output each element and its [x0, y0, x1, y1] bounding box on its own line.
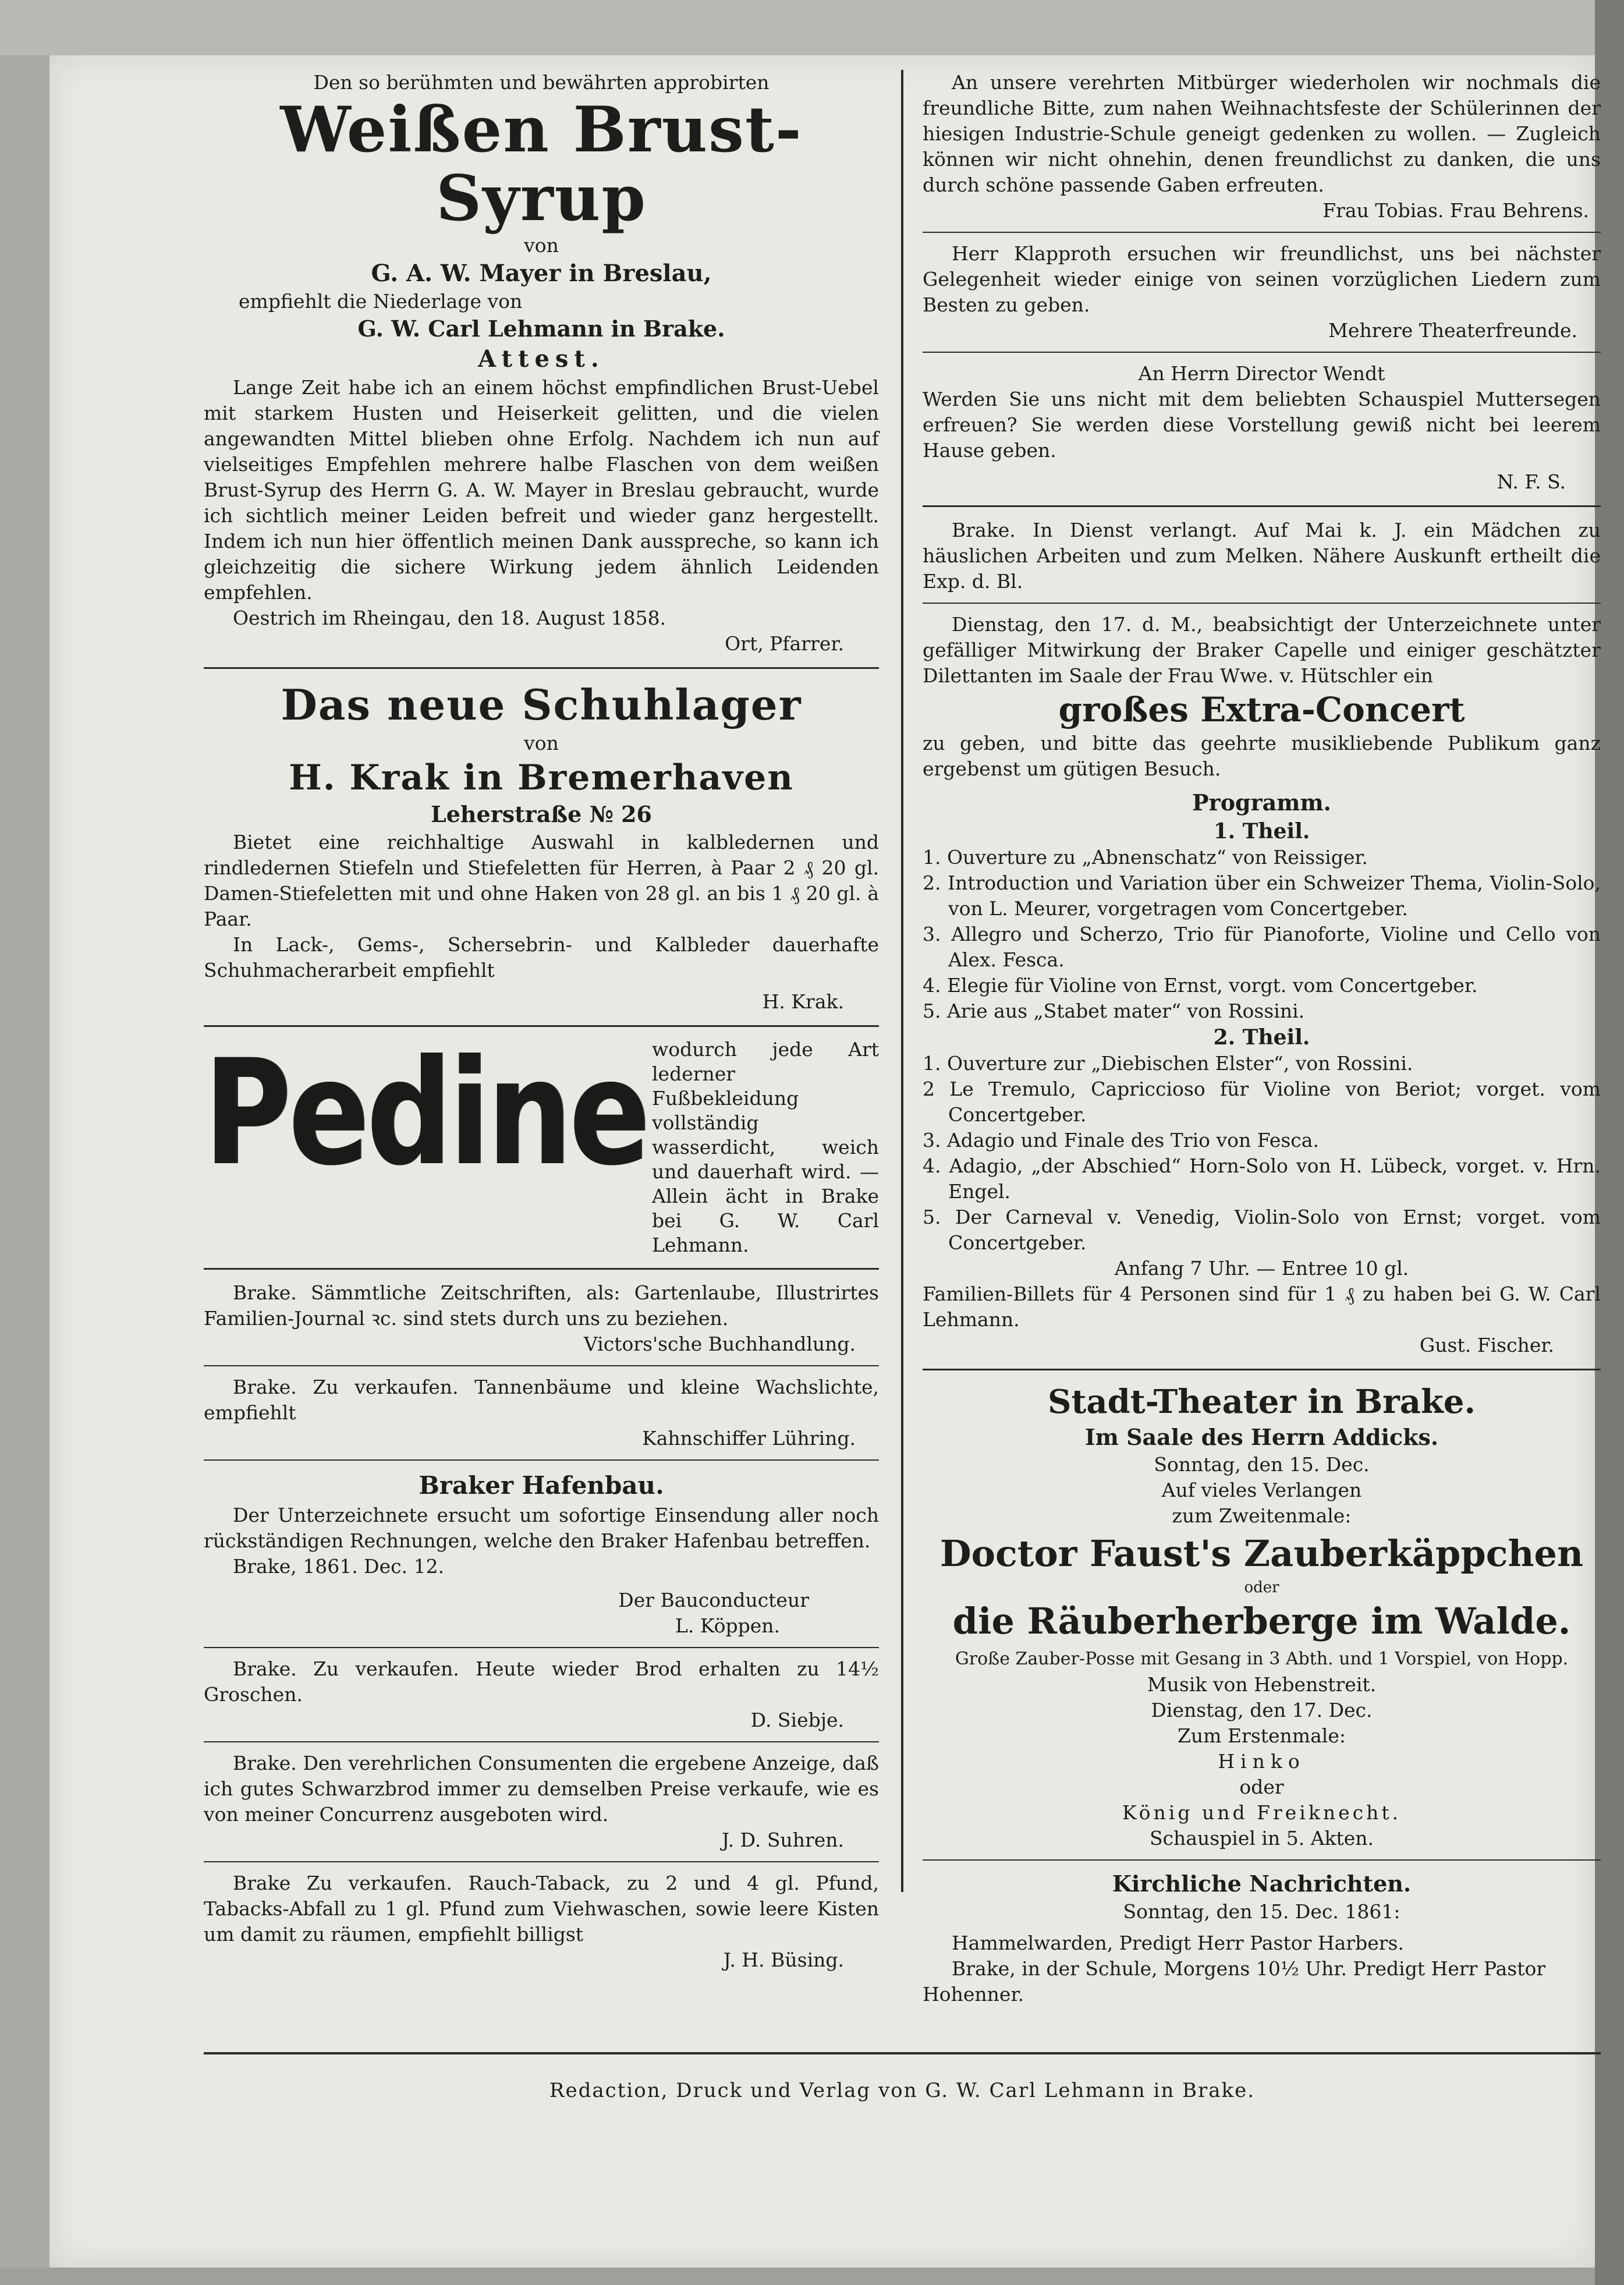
shoes-street: Leherstraße № 26 [431, 801, 652, 827]
notice-klapproth [923, 241, 1601, 343]
theater-oder2: oder [1239, 1776, 1284, 1798]
concert-programme-item: 3. Allegro und Scherzo, Trio für Pianoforte, Violine und Cello von Alex. Fesca. [923, 923, 1601, 971]
pedine-wordmark: Pedine [204, 1028, 647, 1198]
ad-extra-concert [923, 612, 1601, 1358]
attest-place-date: Oestrich im Rheingau, den 18. August 1858. [233, 607, 666, 629]
concert-programme-item: 5. Der Carneval v. Venedig, Violin-Solo von Ernst; vorget. vom Concertgeber. [923, 1206, 1601, 1254]
harbour-title: Braker Hafenbau. [419, 1471, 664, 1500]
right-column [923, 70, 1601, 2007]
ad-brust-syrup [204, 70, 879, 657]
separator [204, 1861, 879, 1862]
blackbread-text: Brake. Den verehrlichen Consumenten die ergebene Anzeige, daß ich gutes Schwarzbrod immer zu demselben Preise verkaufe, wie es von meiner Concurrenz ausgeboten wird. [204, 1752, 879, 1826]
concert-start: Anfang 7 Uhr. — Entree 10 gl. [1114, 1257, 1409, 1280]
bread-signature: D. Siebje. [750, 1709, 844, 1731]
concert-items-part2 [923, 1051, 1601, 1256]
concert-intro: Dienstag, den 17. d. M., beabsichtigt der Unterzeichnete unter gefälliger Mitwirkung der Braker Capelle und einiger geschätzter Dilettanten im Saale der Frau Wwe. v. Hütschler ein [923, 613, 1601, 687]
theater-music: Musik von Hebenstreit. [1147, 1673, 1377, 1696]
klapproth-text: Herr Klapproth ersuchen wir freundlichst, uns bei nächster Gelegenheit wieder einige von seinen vorzüglichen Liedern zum Besten zu geben. [923, 242, 1601, 316]
concert-programme-item: 4. Elegie für Violine von Ernst, vorgt. vom Concertgeber. [923, 974, 1478, 997]
church-line1: Hammelwarden, Predigt Herr Pastor Harbers. [952, 1932, 1404, 1954]
trees-signature: Kahnschiffer Lühring. [642, 1427, 856, 1450]
separator [204, 1268, 879, 1270]
shoes-text1: Bietet eine reichhaltige Auswahl in kalbledernen und rindledernen Stiefeln und Stiefeletten für Herren, à Paar 2 ₰ 20 gl. Damen-Stiefeletten mit und ohne Haken von 28 gl. an bis 1 ₰ 20 gl. à Paar. [204, 831, 879, 930]
syrup-intro: Den so berühmten und bewährten approbirten [313, 71, 770, 94]
ad-tannenbaeume [204, 1374, 879, 1451]
left-column [204, 70, 879, 1973]
syrup-title: Weißen Brust-Syrup [280, 93, 803, 235]
separator [204, 1025, 879, 1027]
syrup-von: von [524, 234, 559, 257]
concert-title: großes Extra-Concert [1058, 690, 1465, 729]
church-line2: Brake, in der Schule, Morgens 10½ Uhr. Predigt Herr Pastor Hohenner. [923, 1957, 1546, 2006]
attest-text: Lange Zeit habe ich an einem höchst empfindlichen Brust-Uebel mit starkem Husten und Heiserkeit gelitten, und die vielen angewandten Mittel blieben ohne Erfolg. Nachdem ich nun auf vielseitiges Empfehlen mehrere halbe Flaschen von dem weißen Brust-Syrup des Herrn G. A. W. Mayer in Breslau gebraucht, wurde ich sichtlich meiner Leiden befreit und wieder ganz hergestellt. Indem ich nun hier öffentlich meinen Dank ausspreche, so kann ich gleichzeitig die sichere Wirkung jedem ähnlich Leidenden empfehlen. [204, 376, 879, 604]
shoes-von: von [524, 732, 559, 754]
syrup-maker: G. A. W. Mayer in Breslau, [371, 260, 712, 287]
syrup-depot-name: G. W. Carl Lehmann in Brake. [357, 316, 725, 342]
concert-programme-item: 1. Ouverture zu „Abnenschatz“ von Reissiger. [923, 846, 1368, 869]
concert-programme-item: 3. Adagio und Finale des Trio von Fesca. [923, 1129, 1319, 1152]
notice-kirchliche-nachrichten [923, 1869, 1601, 2007]
separator [923, 603, 1601, 604]
ad-dienst [923, 518, 1601, 594]
scan-top-edge [0, 0, 1624, 55]
shoes-signature: H. Krak. [762, 990, 844, 1013]
concert-programme-item: 2 Le Tremulo, Capriccioso für Violine von Beriot; vorget. vom Concertgeber. [923, 1078, 1601, 1126]
separator [204, 1647, 879, 1648]
column-divider [901, 70, 903, 1892]
concert-programme-item: 2. Introduction und Variation über ein Schweizer Thema, Violin-Solo, von L. Meurer, vorgetragen vom Concertgeber. [923, 872, 1601, 920]
concert-after: zu geben, und bitte das geehrte musikliebende Publikum ganz ergebenst um gütigen Besuch. [923, 732, 1601, 780]
theater-play2: Hinko [1218, 1750, 1306, 1773]
notice-director-wendt [923, 361, 1601, 495]
journals-signature: Victors'sche Buchhandlung. [583, 1333, 856, 1355]
separator [923, 1369, 1601, 1370]
ad-zeitschriften [204, 1280, 879, 1357]
ad-stadt-theater [923, 1381, 1601, 1851]
church-title: Kirchliche Nachrichten. [1112, 1870, 1412, 1897]
concert-part1: 1. Theil. [1213, 819, 1310, 844]
trees-text: Brake. Zu verkaufen. Tannenbäume und kleine Wachslichte, empfiehlt [204, 1376, 879, 1424]
theater-second: zum Zweitenmale: [1172, 1504, 1352, 1527]
syrup-depot: empfiehlt die Niederlage von [239, 290, 523, 313]
concert-programm: Programm. [1192, 789, 1331, 816]
wendt-heading: An Herrn Director Wendt [1138, 362, 1385, 385]
attest-heading: Attest. [478, 345, 605, 373]
church-date: Sonntag, den 15. Dec. 1861: [1123, 1900, 1400, 1923]
separator [204, 667, 879, 669]
tobacco-signature: J. H. Büsing. [723, 1949, 844, 1971]
concert-signature: Gust. Fischer. [1419, 1334, 1554, 1356]
ad-hafenbau [204, 1469, 879, 1639]
theater-request: Auf vieles Verlangen [1161, 1479, 1362, 1501]
wendt-signature: N. F. S. [1497, 470, 1566, 493]
tobacco-text: Brake Zu verkaufen. Rauch-Taback, zu 2 und 4 gl. Pfund, Tabacks-Abfall zu 1 gl. Pfund zum Viehwaschen, sowie leere Kisten um damit zu räumen, empfiehlt billigst [204, 1872, 879, 1946]
imprint-footer: Redaction, Druck und Verlag von G. W. Carl Lehmann in Brake. [204, 2052, 1601, 2103]
theater-desc2: Schauspiel in 5. Akten. [1149, 1827, 1374, 1850]
concert-programme-item: 5. Arie aus „Stabet mater“ von Rossini. [923, 1000, 1305, 1022]
theater-first: Zum Erstenmale: [1178, 1724, 1346, 1747]
blackbread-signature: J. D. Suhren. [721, 1829, 844, 1851]
journals-text: Brake. Sämmtliche Zeitschriften, als: Gartenlaube, Illustrirtes Familien-Journal ꝛc. sind stets durch uns zu beziehen. [204, 1281, 879, 1330]
separator [923, 1859, 1601, 1861]
theater-oder1: oder [1244, 1579, 1279, 1596]
harbour-date: Brake, 1861. Dec. 12. [233, 1555, 445, 1578]
separator [923, 352, 1601, 353]
theater-play1: Doctor Faust's Zauberkäppchen [939, 1532, 1584, 1575]
theater-date1: Sonntag, den 15. Dec. [1154, 1453, 1370, 1476]
harbour-sig1: Der Bauconducteur [618, 1589, 809, 1611]
thanks-text: An unsere verehrten Mitbürger wiederholen wir nochmals die freundliche Bitte, zum nahen Weihnachtsfeste der Schülerinnen der hiesigen Industrie-Schule geneigt gedenken zu wollen. — Zugleich können wir nicht ohnehin, denen freundlichst zu danken, die uns durch schöne passende Gaben erfreuten. [923, 71, 1601, 196]
ad-taback [204, 1870, 879, 1973]
harbour-text: Der Unterzeichnete ersucht um sofortige Einsendung aller noch rückständigen Rechnungen, welche den Braker Hafenbau betreffen. [204, 1504, 879, 1552]
harbour-sig2: L. Köppen. [675, 1614, 780, 1637]
concert-programme-item: 4. Adagio, „der Abschied“ Horn-Solo von H. Lübeck, vorget. v. Hrn. Engel. [923, 1154, 1601, 1203]
shoes-title: Das neue Schuhlager [281, 680, 802, 729]
concert-programme-item: 1. Ouverture zur „Diebischen Elster“, von Rossini. [923, 1052, 1413, 1075]
ad-schwarzbrod [204, 1751, 879, 1853]
scan-bottom-edge [0, 2268, 1595, 2285]
notice-industrie-schule [923, 70, 1601, 224]
separator [204, 1459, 879, 1461]
theater-desc1: Große Zauber-Posse mit Gesang in 3 Abth. und 1 Vorspiel, von Hopp. [955, 1649, 1569, 1669]
concert-part2: 2. Theil. [1213, 1025, 1310, 1050]
concert-items-part1 [923, 845, 1601, 1024]
theater-play1b: die Räuberherberge im Walde. [952, 1600, 1571, 1642]
separator [204, 1365, 879, 1366]
separator [923, 232, 1601, 233]
klapproth-signature: Mehrere Theaterfreunde. [1328, 319, 1577, 342]
separator [204, 1741, 879, 1742]
service-text: Brake. In Dienst verlangt. Auf Mai k. J. ein Mädchen zu häuslichen Arbeiten und zum Melken. Nähere Auskunft ertheilt die Exp. d. Bl. [923, 519, 1601, 593]
theater-date2: Dienstag, den 17. Dec. [1151, 1699, 1373, 1721]
theater-venue: Im Saale des Herrn Addicks. [1084, 1424, 1439, 1450]
bread-text: Brake. Zu verkaufen. Heute wieder Brod erhalten zu 14½ Groschen. [204, 1657, 879, 1706]
theater-play2b: König und Freiknecht. [1122, 1801, 1402, 1824]
ad-pedine [204, 1028, 879, 1257]
ad-brod [204, 1656, 879, 1733]
concert-family: Familien-Billets für 4 Personen sind für 1 ₰ zu haben bei G. W. Carl Lehmann. [923, 1283, 1601, 1331]
shoes-text2: In Lack-, Gems-, Schersebrin- und Kalbleder dauerhafte Schuhmacherarbeit empfiehlt [204, 933, 879, 982]
thanks-signature: Frau Tobias. Frau Behrens. [1322, 199, 1589, 222]
theater-title: Stadt-Theater in Brake. [1048, 1383, 1476, 1421]
attest-signature: Ort, Pfarrer. [725, 632, 844, 655]
pedine-text: wodurch jede Art lederner Fußbekleidung vollständig wasserdicht, weich und dauerhaft wird. — Allein ächt in Brake bei G. W. Carl Lehmann. [652, 1038, 879, 1256]
ad-schuhlager [204, 679, 879, 1015]
shoes-name: H. Krak in Bremerhaven [289, 757, 794, 798]
wendt-text: Werden Sie uns nicht mit dem beliebten Schauspiel Muttersegen erfreuen? Sie werden diese Vorstellung gewiß nicht bei leerem Hause geben. [923, 388, 1601, 462]
separator [923, 505, 1601, 507]
